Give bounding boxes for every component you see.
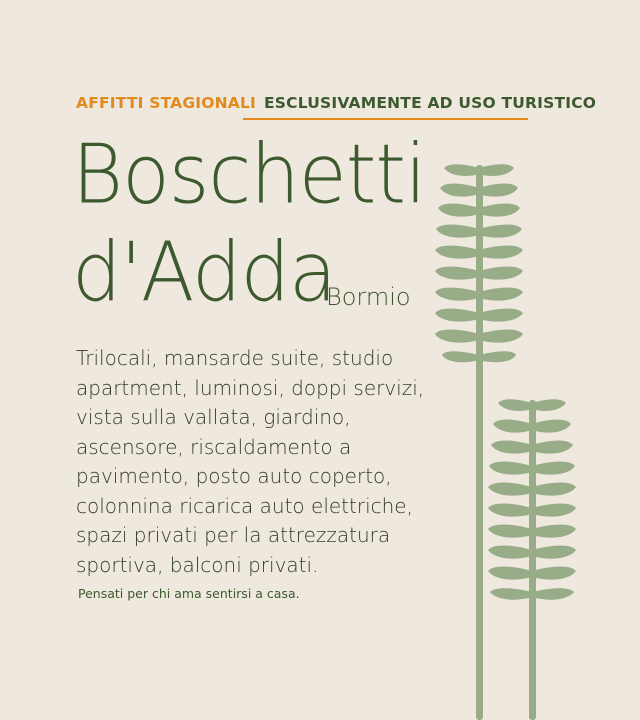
title-line-2: d'Adda [72, 225, 336, 321]
tagline: Pensati per chi ama sentirsi a casa. [78, 586, 300, 601]
tag-tourist: ESCLUSIVAMENTE AD USO TURISTICO [264, 94, 597, 112]
tag-seasonal: AFFITTI STAGIONALI [76, 94, 257, 112]
tree-trunk [476, 165, 483, 720]
title-line-1: Boschetti [72, 127, 426, 223]
description-line: Trilocali, mansarde suite, studio [76, 346, 394, 370]
description-line: sportiva, balconi privati. [76, 552, 319, 577]
description-line: pavimento, posto auto coperto, [76, 464, 392, 488]
description-line: apartment, luminosi, doppi servizi, [76, 375, 425, 400]
location-label: Bormio [326, 283, 411, 311]
description-line: vista sulla vallata, giardino, [76, 405, 351, 429]
description-line: spazi privati per la attrezzatura [76, 523, 391, 547]
description-line: colonnina ricarica auto elettriche, [76, 493, 413, 518]
description-line: ascensore, riscaldamento a [76, 434, 352, 459]
